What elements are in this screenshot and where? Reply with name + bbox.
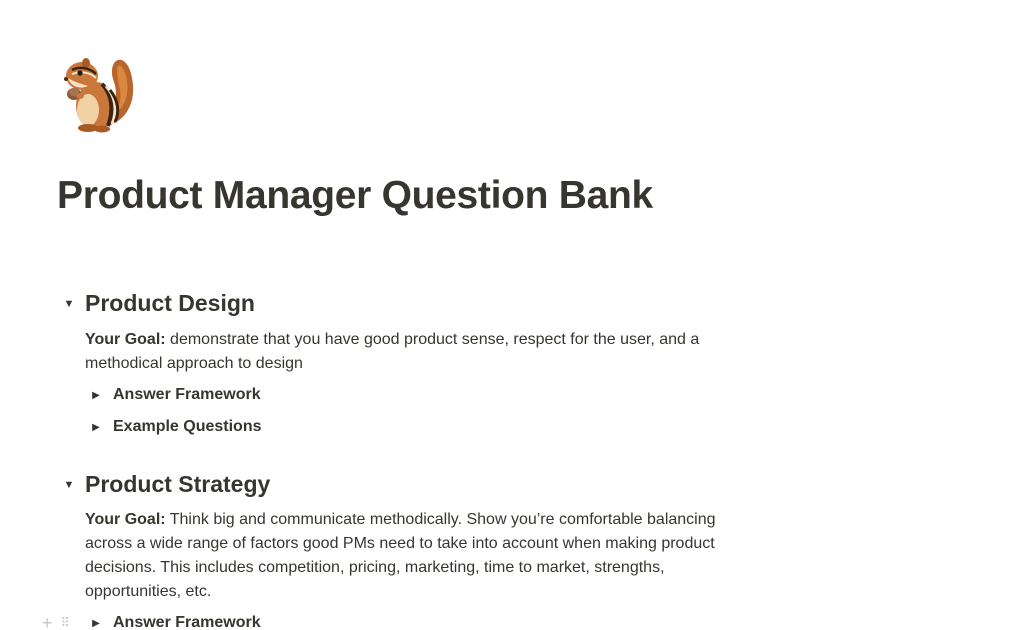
toggle-label: Answer Framework xyxy=(113,614,261,630)
toggle-answer-framework[interactable] xyxy=(89,386,261,404)
heading-label: Product Design xyxy=(85,290,255,316)
toggle-heading-product-design[interactable] xyxy=(60,290,255,317)
toggle-answer-framework-strategy[interactable] xyxy=(89,614,261,630)
goal-label: Your Goal: xyxy=(85,511,166,528)
page-title[interactable]: Product Manager Question Bank xyxy=(57,174,653,217)
heading-label: Product Strategy xyxy=(85,471,271,497)
toggle-label: Answer Framework xyxy=(113,386,261,403)
goal-label: Your Goal: xyxy=(85,331,166,348)
plus-icon[interactable]: + xyxy=(42,613,53,630)
triangle-right-icon[interactable]: ▶ xyxy=(92,389,100,401)
triangle-down-icon[interactable]: ▼ xyxy=(63,297,75,310)
triangle-right-icon[interactable]: ▶ xyxy=(92,617,100,629)
goal-paragraph[interactable] xyxy=(85,508,735,604)
chipmunk-icon[interactable] xyxy=(52,52,138,134)
goal-paragraph[interactable] xyxy=(85,328,735,376)
toggle-label: Example Questions xyxy=(113,418,262,435)
goal-text: demonstrate that you have good product sense, respect for the user, and a methodical approach to design xyxy=(85,331,700,372)
drag-handle-icon[interactable]: ⠿ xyxy=(60,615,70,630)
block-handle xyxy=(42,614,69,630)
toggle-heading-product-strategy[interactable] xyxy=(60,471,270,498)
triangle-right-icon[interactable]: ▶ xyxy=(92,421,100,433)
triangle-down-icon[interactable]: ▼ xyxy=(63,478,75,491)
goal-text: Think big and communicate methodically. Show you’re comfortable balancing across a wide range of factors good PMs need to take into account when making product decisions. This includes competition, pricing, marketing, time to market, strengths, opportunities, etc. xyxy=(85,511,716,600)
toggle-example-questions[interactable] xyxy=(89,418,262,436)
